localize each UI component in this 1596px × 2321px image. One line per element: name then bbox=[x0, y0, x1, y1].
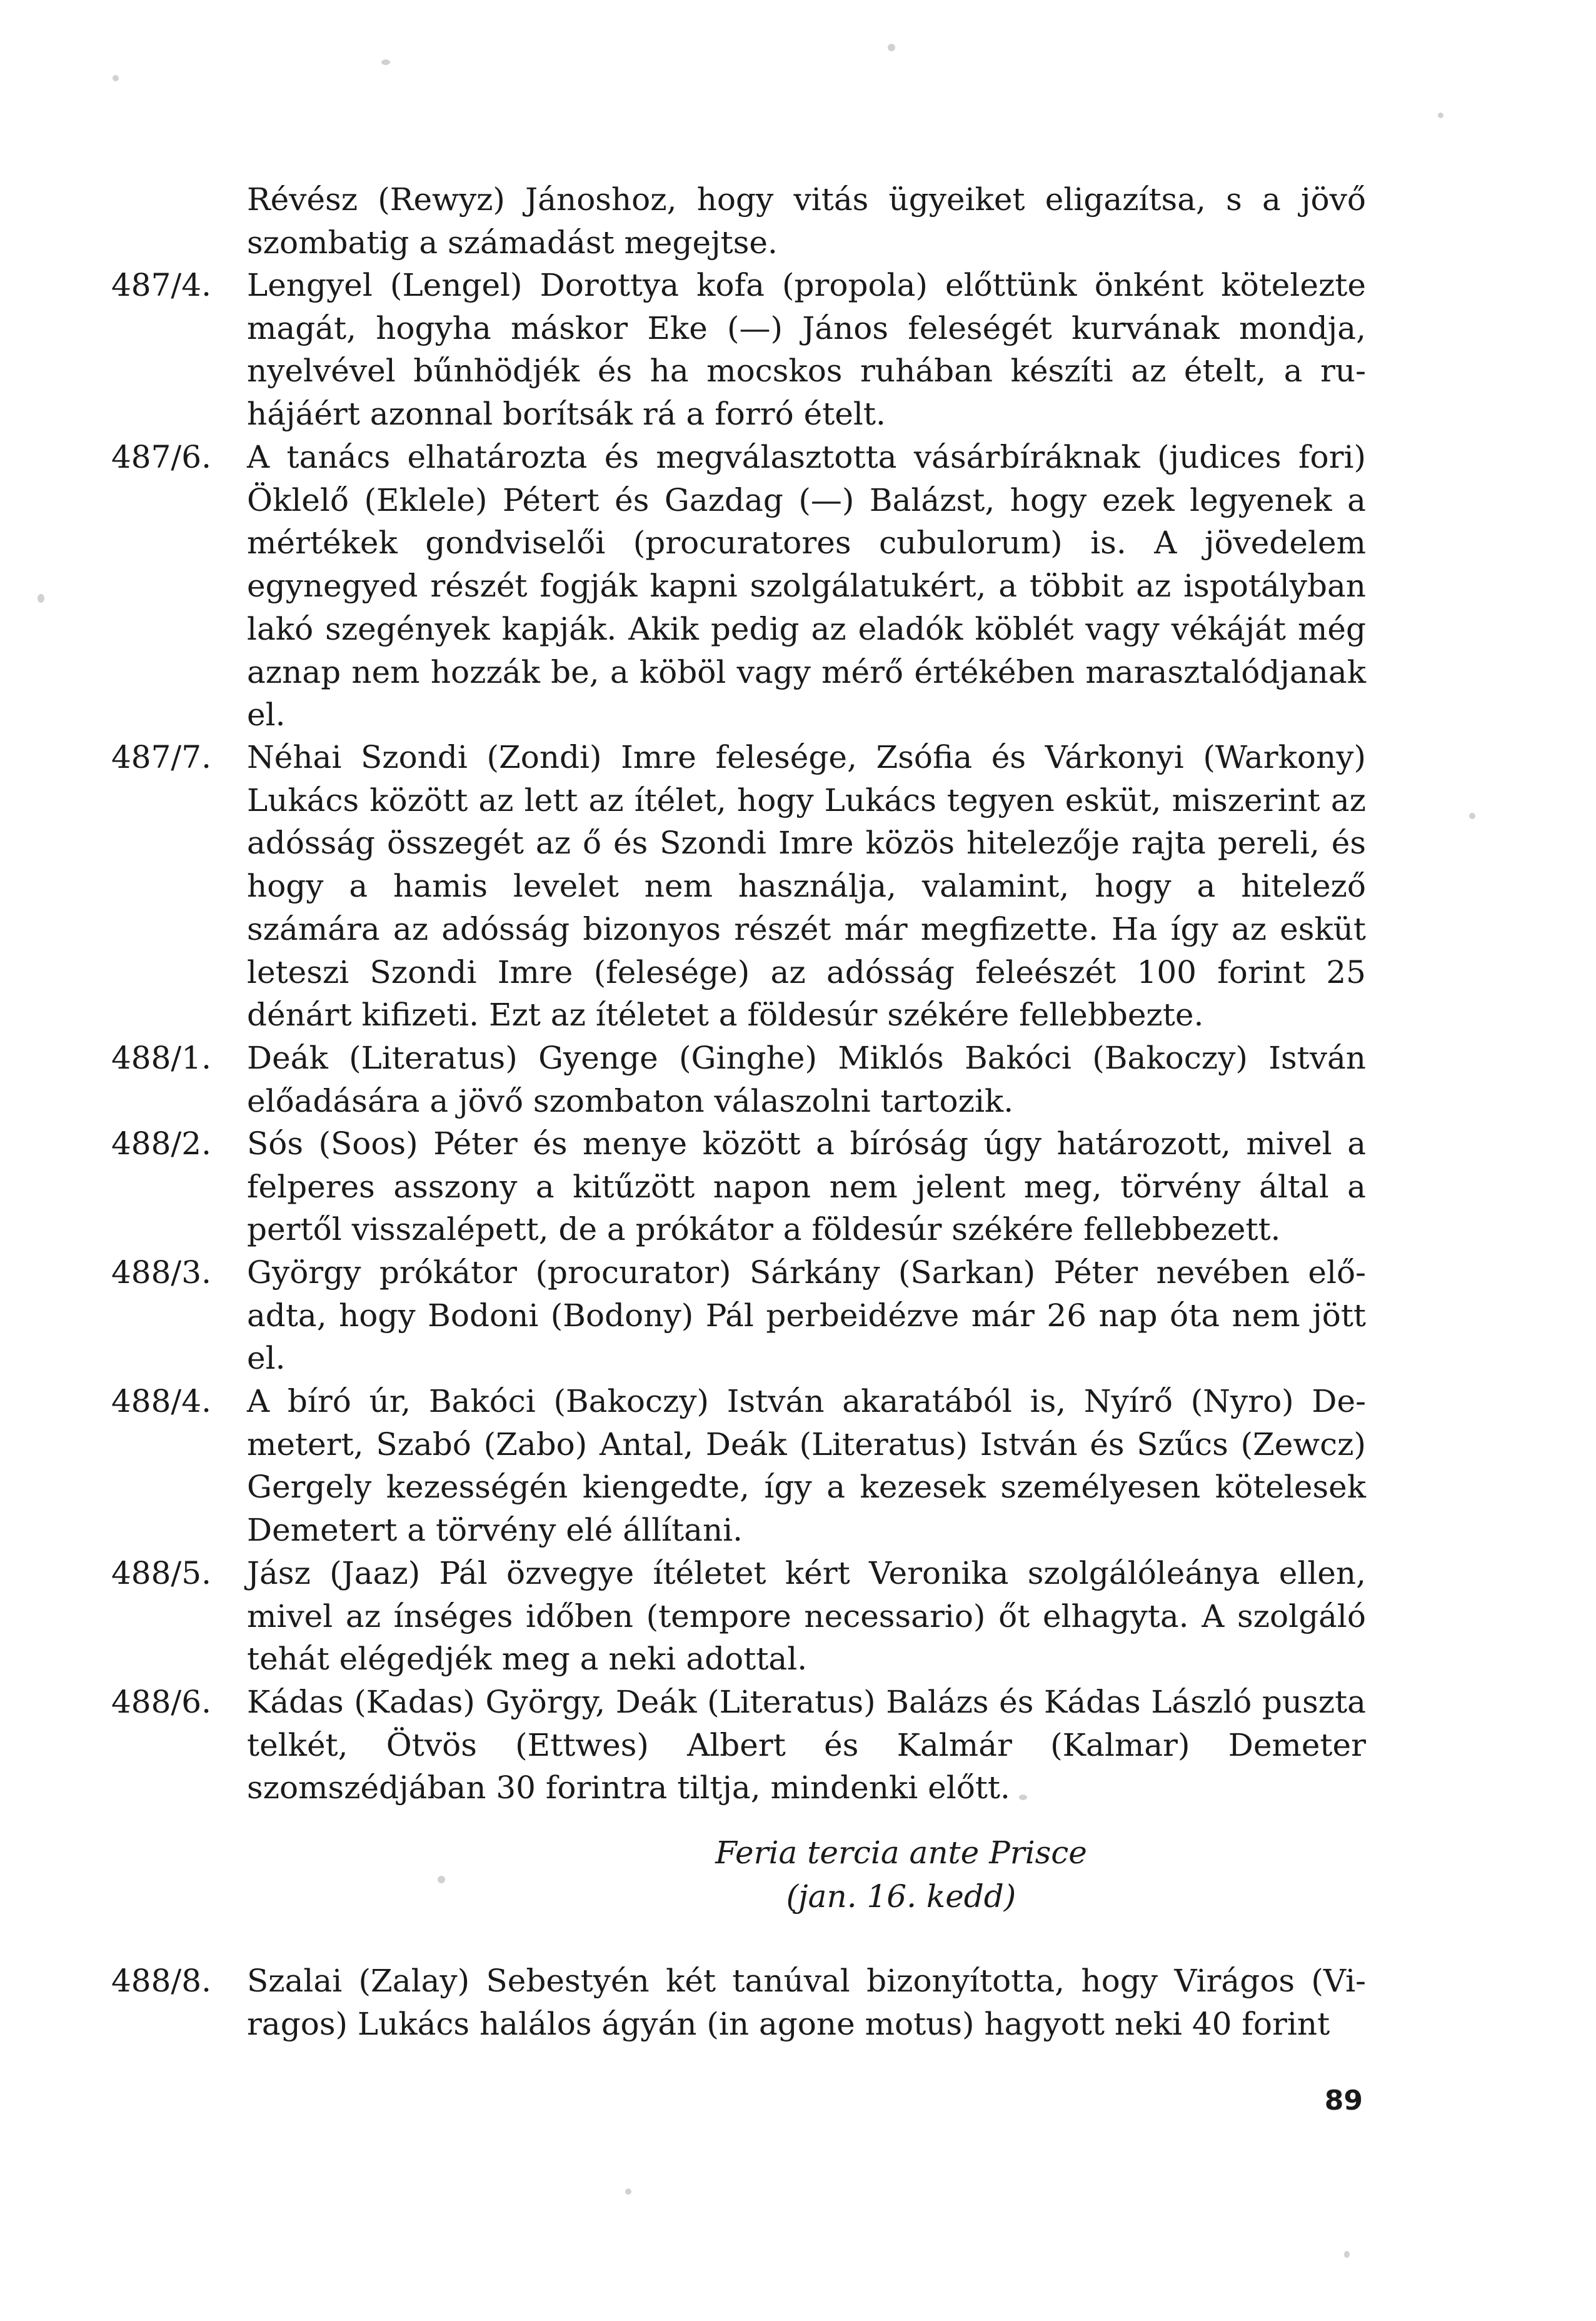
entry-text: Révész (Rewyz) Jánoshoz, hogy vitás ügyeiket eligazítsa, s a jövő szombatig a számadást megejtse. bbox=[247, 181, 1366, 261]
entry-number: 488/8. bbox=[111, 1963, 211, 1999]
entry-text: A bíró úr, Bakóci (Bakoczy) István akaratából is, Nyírő (Nyro) Demetert, Szabó (Zabo) Antal, Deák (Literatus) István és Szűcs (Zewcz) Gergely kezességén kiengedte, így a kezesek személyesen kötelesek Demetert a törvény elé állítani. bbox=[247, 1383, 1366, 1549]
date-heading bbox=[0, 1831, 1596, 1918]
scan-speck bbox=[381, 59, 390, 65]
entry-number: 488/4. bbox=[111, 1383, 211, 1419]
entry-number: 488/1. bbox=[111, 1040, 211, 1076]
entry-number: 487/7. bbox=[111, 739, 211, 775]
entry-text: Néhai Szondi (Zondi) Imre felesége, Zsófia és Várkonyi (Warkony) Lukács között az lett az ítélet, hogy Lukács tegyen esküt, miszerint az adósság összegét az ő és Szondi Imre közös hitelezője rajta pereli, és hogy a hamis levelet nem használja, valamint, hogy a hitelező számára az adósság bizonyos részét már megfizette. Ha így az esküt leteszi Szondi Imre (felesége) az adósság feleészét 100 forint 25 dénárt kifizeti. Ezt az ítéletet a földesúr székére fellebbezte. bbox=[247, 739, 1366, 1034]
entry-text: Szalai (Zalay) Sebestyén két tanúval bizonyította, hogy Virágos (Viragos) Lukács halálos ágyán (in agone motus) hagyott neki 40 forint bbox=[247, 1963, 1366, 2042]
entry-text: Sós (Soos) Péter és menye között a bíróság úgy határozott, mivel a felperes asszony a kitűzött napon nem jelent meg, törvény által a pertől visszalépett, de a prókátor a földesúr székére fellebbezett. bbox=[247, 1125, 1366, 1248]
page-number: 89 bbox=[1324, 2085, 1363, 2117]
scan-speck bbox=[888, 44, 895, 51]
scan-speck bbox=[1019, 1795, 1027, 1800]
entry-number: 487/6. bbox=[111, 439, 211, 475]
scan-speck bbox=[1344, 2251, 1350, 2258]
entry-number: 488/5. bbox=[111, 1555, 211, 1591]
entry-number: 488/2. bbox=[111, 1125, 211, 1162]
scan-speck bbox=[113, 75, 119, 81]
scan-speck bbox=[438, 1876, 445, 1883]
scan-speck bbox=[38, 594, 44, 603]
date-heading-title: Feria tercia ante Prisce bbox=[715, 1835, 1087, 1871]
entry-text: Kádas (Kadas) György, Deák (Literatus) Balázs és Kádas László puszta telkét, Ötvös (Ettwes) Albert és Kalmár (Kalmar) Demeter szomszédjában 30 forintra tiltja, mindenki előtt. bbox=[247, 1684, 1366, 1806]
entry-text: Lengyel (Lengel) Dorottya kofa (propola) előttünk önként kötelezte magát, hogyha máskor Eke (—) János feleségét kurvának mondja, nyelvével bűnhödjék és ha mocskos ruhában készíti az ételt, a ruhájáért azonnal borítsák rá a forró ételt. bbox=[247, 267, 1366, 433]
entry-number: 487/4. bbox=[111, 267, 211, 303]
scan-speck bbox=[625, 2188, 631, 2195]
entry-text: György prókátor (procurator) Sárkány (Sarkan) Péter nevében előadta, hogy Bodoni (Bodony) Pál perbeidézve már 26 nap óta nem jött el. bbox=[247, 1254, 1366, 1377]
date-heading-date: (jan. 16. kedd) bbox=[786, 1878, 1016, 1915]
entry-text: Deák (Literatus) Gyenge (Ginghe) Miklós Bakóci (Bakoczy) István előadására a jövő szombaton válaszolni tartozik. bbox=[247, 1040, 1366, 1119]
entry-text: Jász (Jaaz) Pál özvegye ítéletet kért Veronika szolgálóleánya ellen, mivel az ínséges időben (tempore necessario) őt elhagyta. A szolgáló tehát elégedjék meg a neki adottal. bbox=[247, 1555, 1366, 1678]
entry-text: A tanács elhatározta és megválasztotta vásárbíráknak (judices fori) Öklelő (Eklele) Pétert és Gazdag (—) Balázst, hogy ezek legyenek a mértékek gondviselői (procuratores cubulorum) is. A jövedelem egynegyed részét fogják kapni szolgálatukért, a többit az ispotályban lakó szegények kapják. Akik pedig az eladók köblét vagy vékáját még aznap nem hozzák be, a köböl vagy mérő értékében marasztalódjanak el. bbox=[247, 439, 1366, 733]
entry-number: 488/6. bbox=[111, 1684, 211, 1720]
scan-speck bbox=[1469, 813, 1475, 819]
entry-number: 488/3. bbox=[111, 1254, 211, 1291]
scan-speck bbox=[1438, 113, 1443, 118]
